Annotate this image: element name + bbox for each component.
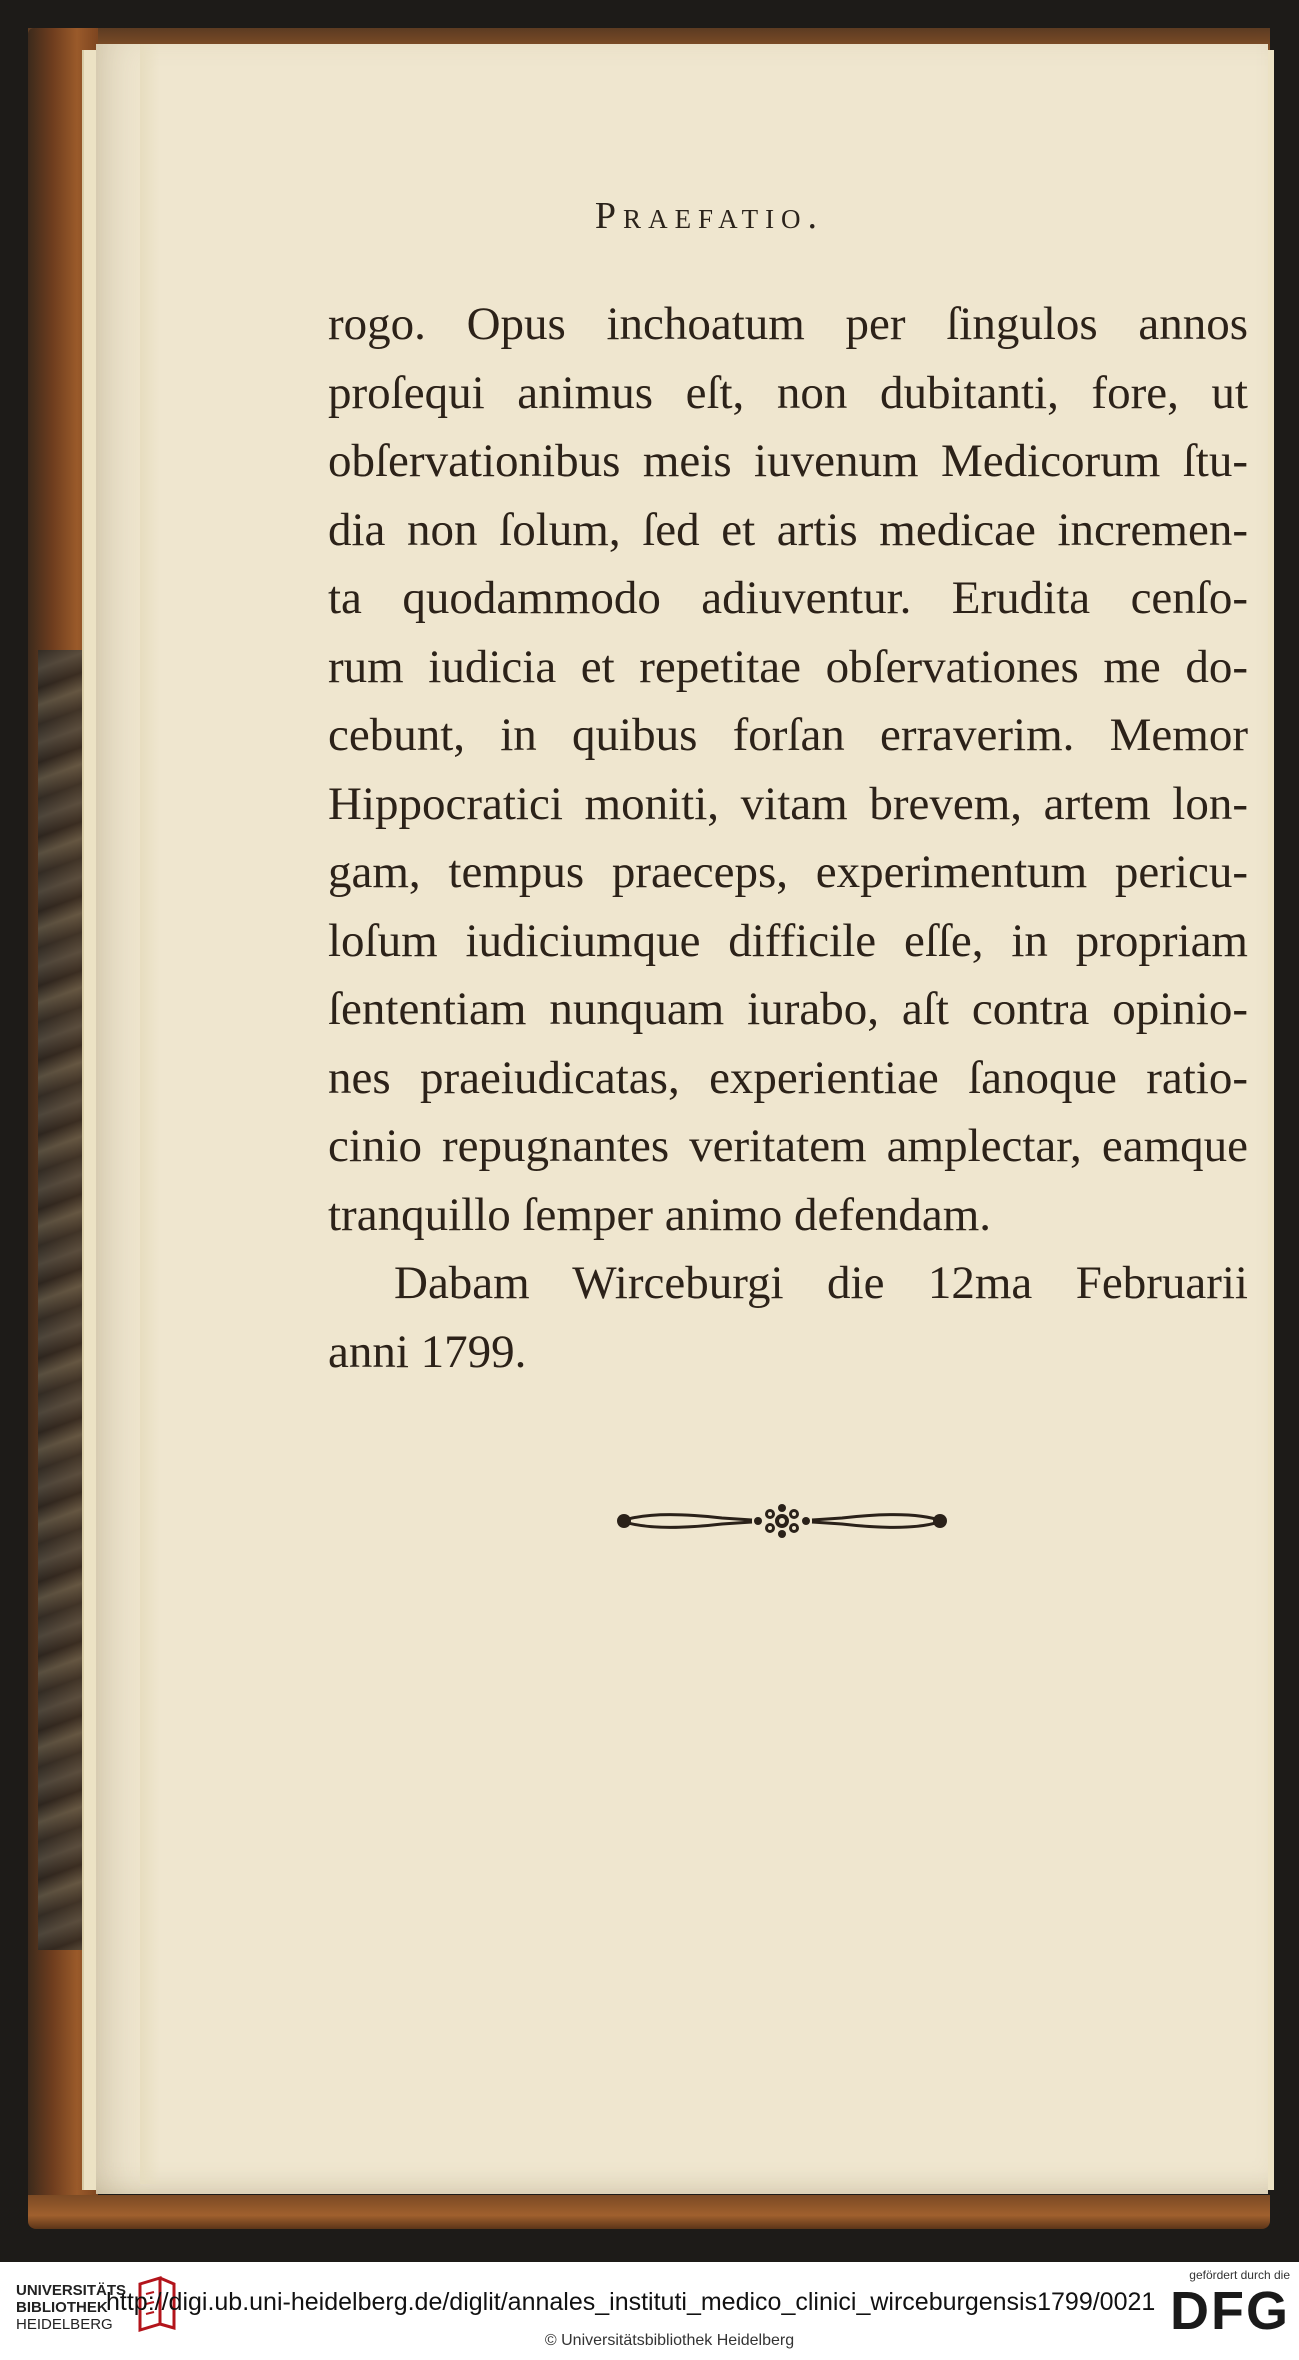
text-line: rum iudicia et repetitae obſervationes me do-: [328, 640, 1248, 693]
library-logo-line: BIBLIOTHEK: [16, 2299, 108, 2316]
sponsor-label: gefördert durch die: [1189, 2268, 1290, 2282]
sponsor-logo: [1150, 2268, 1290, 2340]
preface-text: [328, 290, 1248, 1386]
text-line: obſervationibus meis iuvenum Medicorum ſtu-: [328, 435, 1248, 487]
text-line: ſententiam nunquam iurabo, aſt contra opinio-: [328, 983, 1248, 1035]
floral-ornament-icon: [612, 1496, 952, 1546]
viewer-footer: [0, 2262, 1299, 2360]
text-line: rogo. Opus inchoatum per ſingulos annos: [328, 298, 1248, 350]
dfg-logo: DFG: [1170, 2281, 1290, 2341]
text-line: tranquillo ſemper animo defendam.: [328, 1188, 992, 1241]
library-logo-line: UNIVERSITÄTS: [16, 2282, 127, 2299]
page-gutter-shadow: [140, 44, 160, 2184]
text-line: dia non ſolum, ſed et artis medicae incremen-: [328, 503, 1248, 556]
copyright-notice: © Universitätsbibliothek Heidelberg: [544, 2332, 795, 2349]
text-line: Hippocratici moniti, vitam brevem, artem lon-: [328, 777, 1248, 830]
date-line: anni 1799.: [328, 1325, 527, 1378]
text-line: proſequi animus eſt, non dubitanti, fore, ut: [328, 366, 1248, 419]
text-line: ta quodammodo adiuventur. Erudita cenſo-: [328, 572, 1248, 624]
text-line: nes praeiudicatas, experientiae ſanoque ratio-: [328, 1051, 1248, 1104]
permalink-url[interactable]: http://digi.ub.uni-heidelberg.de/diglit/annales_instituti_medico_clinici_wirceburgensis1799/0021: [106, 2288, 1156, 2316]
text-line: gam, tempus praeceps, experimentum pericu-: [328, 846, 1248, 898]
text-line: cebunt, in quibus forſan erraverim. Memor: [328, 709, 1248, 761]
text-line: cinio repugnantes veritatem amplectar, eamque: [328, 1120, 1248, 1172]
date-line: Dabam Wirceburgi die 12ma Februarii: [394, 1257, 1248, 1309]
marbled-endpaper: [38, 650, 84, 1950]
text-line: loſum iudiciumque difficile eſſe, in propriam: [328, 914, 1248, 967]
book-cover-bottom: [28, 2195, 1270, 2229]
running-header: Praefatio.: [594, 195, 825, 237]
library-logo-line: HEIDELBERG: [16, 2316, 113, 2333]
